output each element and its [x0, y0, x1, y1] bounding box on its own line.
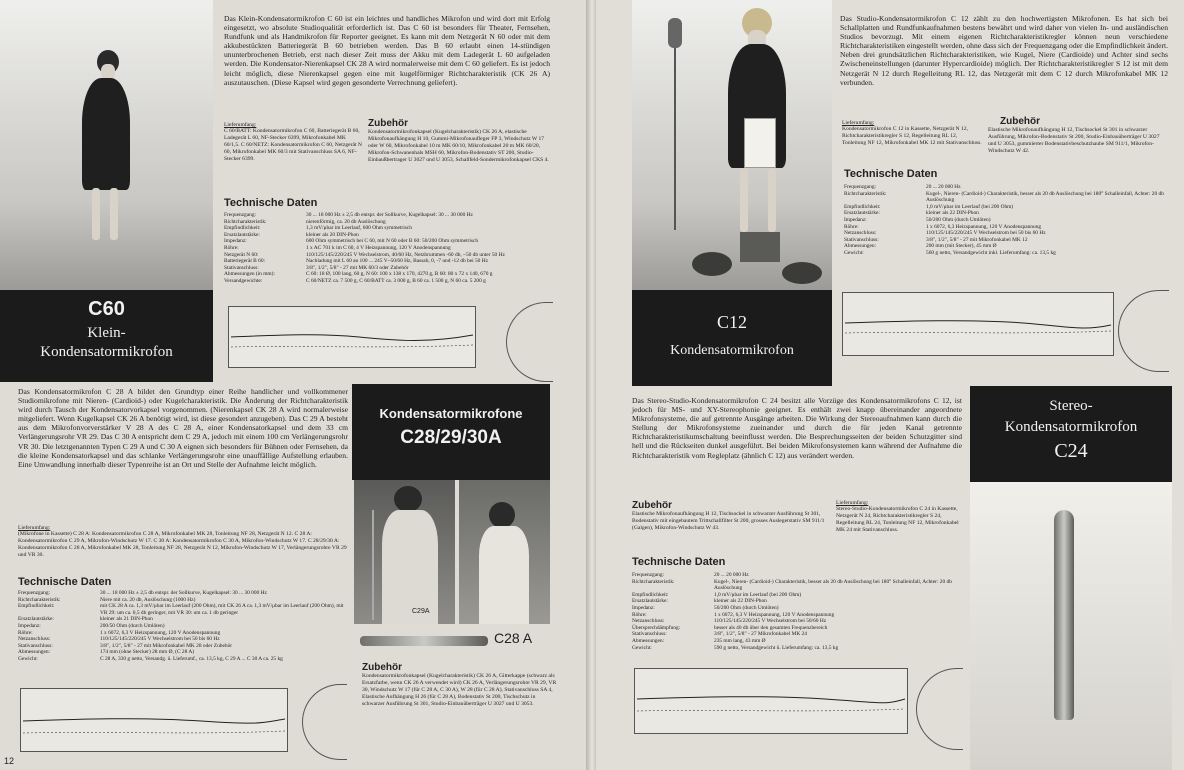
c28-spec-key: Netzanschluss: [18, 636, 51, 643]
c28-spec-key: Frequenzgang: [18, 590, 51, 596]
c28-zub-text: Kondensatormikrofonkapsel (Kugelcharakteristik) CK 26 A, Gitterkappe (schwarz als Ersatzfarbe, wenn CK 26 A verwendet wird) CK 26 A, Verlängerungsrohre VR 29, VR 30, Windschutz W 17 (für C 28 A, C 30 A), W 28 (für C 28 A), Stativanschluss SA 4, Elastische Aufhängung H 26 (für C 28 A), Bodenstativ St 200, Tischschutz in schwarzer Ausführung St 301, Studio-Einbauüberträger U 3027 und U 3053. [362, 673, 557, 707]
c28-spec-row [18, 649, 350, 656]
c24-label [970, 386, 1172, 482]
c12-spec-row [844, 210, 1170, 217]
c28-spec-row [18, 603, 350, 616]
c12-spec-table [844, 184, 1170, 257]
c60-zub-heading: Zubehör [368, 118, 408, 129]
c28-spec-value: 1 x 6072, 6,3 V Heizspannung, 120 V Anodenspannung [100, 629, 221, 636]
c12-lieferumfang [842, 120, 982, 147]
c12-spec-value: 200 mm (mit Stecker), 45 mm Ø [926, 243, 997, 250]
c12-spec-value: 560 g netto, Versandgewicht inkl. Lieferumfang: ca. 13,5 kg [926, 249, 1056, 256]
c24-product-image [1054, 510, 1074, 720]
c24-spec-value: 1,0 mV/μbar im Leerlauf (bei 200 Ohm) [714, 591, 802, 598]
c28a-model-label: C28 A [494, 630, 533, 646]
c24-zubehoer [632, 500, 832, 532]
c12-spec-key: Impedanz: [844, 216, 867, 223]
c12-spec-value: 20 ... 20 000 Hz [926, 184, 961, 190]
c12-spec-row [844, 184, 1170, 191]
c60-label-line3: Kondensatormikrofon [40, 344, 173, 360]
c60-spec-key: Röhre: [224, 244, 239, 251]
c12-spec-value: 110/125/145/220/245 V Wechselstrom bei 50 bis 60 Hz [926, 230, 1046, 237]
c12-spec-value: 1 x 6072, 6,3 Heizspannung, 120 V Anodenspannung [926, 223, 1042, 230]
c24-spec-value: 3/8", 1/2", 5/8" - 27 Mikrofonkabel MK 24 [714, 631, 807, 638]
c28-intro: Das Kondensatormikrofon C 28 A bildet den Grundtyp einer Reihe handlicher und vollkommener Studiomikrofone mit Nieren- (Cardioid-) oder Kugelcharakteristik. Die Änderung der Richtcharakteristik wird durch Tausch der Kondensatorvorkapsel vorgenommen. (Nierenkapsel CK 28 A wird normalerweise mitgeliefert. Wenn Kugelkapsel CK 26 A benötigt wird, ist diese gesondert anzugeben). Das C 29 A besteht aus dem Mikrofonvorverstärker V 28 A des C 28 A, einer Kondensatorkapsel und dem 33 cm Verlängerungsrohr VR 29. Das C 30 A entspricht dem C 29 A, jedoch mit einem 100 cm Verlängerungsrohr VR 30. Die letztgenannten Typen C 29 A und C 30 A eignen sich besonders für Bühnen oder Fernsehen, da die kleine Kondensatorkapsel und das schlanke Verlängerungsrohr eine unauffällige Aufstellung erlauben. Eine Umwandlung innerhalb dieser Typenreihe ist an Ort und Stelle der Aufnahme leicht möglich. [18, 387, 348, 469]
c24-lieferumfang [836, 500, 968, 534]
c28-zubehoer [362, 662, 558, 708]
page-number: 12 [4, 756, 15, 766]
c12-spec-key: Abmessungen: [844, 243, 877, 250]
c12-zub-heading: Zubehör [1000, 116, 1040, 127]
c28-spec-key: Richtcharakteristik: [18, 596, 61, 603]
c28-spec-key: Stativanschluss: [18, 642, 53, 649]
c60-spec-value: Nachladung mit L 60 an 100 ... 245 V~50/60 Hz, Bassab, 0, -7 und -12 db bei 50 Hz [306, 258, 488, 265]
c12-spec-value: kleiner als 22 DIN-Phon [926, 210, 979, 217]
c12-spec-row [844, 224, 1170, 231]
c60-zubehoer [368, 118, 554, 164]
c12-spec-row [844, 204, 1170, 211]
c24-zub-heading: Zubehör [632, 500, 672, 511]
c12-spec-key: Richtcharakteristik: [844, 190, 887, 197]
c60-spec-row [224, 278, 554, 285]
c12-label-model: C12 [716, 312, 747, 332]
c60-zub-text: Kondensatormikrofonkapsel (Kugelcharakteristik) CK 26 A, elastische Mikrofonaufhängung H 10, Gummi-Mikrofonaufleger FP 3, Windschutz W 17 oder W 60, Mikrofonkabel 10 m MK 60/10, Mikrofonkabel 20 m MK 60/20, Mikrofon-Schwanenhals MSH 60, Mikrofon-Bodenstativ ST 200, Studio-Einbaußbertrager U 3027 und U 3053, Schallfeld-Sondermikrofonkapsel CKS 4. [368, 129, 549, 163]
c24-spec-row [632, 572, 966, 579]
c28-lieferumfang [18, 525, 348, 559]
c24-spec-row [632, 579, 966, 592]
c24-frequency-graph [634, 668, 908, 734]
c24-label-model: C24 [1054, 440, 1088, 462]
c12-zub-text: Elastische Mikrofonaufhängung H 12, Tischsockel St 301 in schwarzer Ausführung, Mikrofon-Bodenstativ St 200, Studio-Einbauüberträger U 3027 und U 3053, gummierter Bodenstativbeschutzhaube SM 911/1, Mikrofon-Windschutz W 42. [988, 127, 1160, 154]
c12-spec-key: Empfindlichkeit: [844, 203, 881, 210]
c24-tech-heading: Technische Daten [632, 556, 726, 568]
c28a-product-image [360, 636, 488, 646]
c28-label-line2: C28/29/30A [400, 427, 502, 448]
c12-label-line2: Kondensatormikrofon [670, 343, 794, 358]
c28-spec-key: Empfindlichkeit: [18, 603, 55, 610]
c60-label [0, 290, 213, 382]
c28-polar-diagram [302, 684, 347, 760]
c24-label-line2: Kondensatormikrofon [1004, 419, 1138, 435]
c60-polar-diagram [506, 302, 553, 382]
c28-spec-value: 174 mm (ohne Stecker) 28 mm Ø, (C 28 A) [100, 649, 195, 656]
c12-spec-value: 50/200 Ohm (durch Umlöten) [926, 216, 991, 223]
c24-spec-row [632, 631, 966, 638]
c12-lief-heading: Lieferumfang: [842, 120, 875, 126]
c24-spec-row [632, 645, 966, 652]
c60-spec-key: Stativanschluss: [224, 264, 259, 271]
c24-spec-table [632, 572, 966, 651]
c60-spec-key: Impedanz: [224, 238, 247, 245]
c60-spec-key: Batteriegerät B 60: [224, 258, 266, 265]
c28-spec-key: Gewicht: [18, 655, 38, 662]
c24-spec-value: 235 mm lang, 43 mm Ø [714, 637, 766, 644]
c60-tech-heading: Technische Daten [224, 197, 318, 209]
c28-spec-row [18, 630, 350, 637]
c24-spec-key: Röhre: [632, 611, 647, 618]
c24-spec-key: Abmessungen: [632, 637, 665, 644]
c60-spec-row [224, 271, 554, 278]
c24-zub-text: Elastische Mikrofonaufhängung H 12, Tischsockel in schwarzer Ausführung St 301, Bodenstativ mit eingebautem Trittschallfilter St 200, grosses Auslegerstativ SM 911/1 (Galgen), Mikrofon-Windschutz W 43. [632, 511, 825, 531]
c60-spec-table [224, 212, 554, 285]
c60-spec-row [224, 238, 554, 245]
c60-spec-value: C 60: 18 Ø, 100 lang, 60 g, N 60: 100 x 138 x 170, 4270 g, B 60: 80 x 72 x 140, 670 g [306, 271, 493, 278]
c12-spec-row [844, 243, 1170, 250]
c60-spec-value: kleiner als 20 DIN-Phon [306, 231, 359, 238]
c12-spec-value: Kugel-, Nieren- (Cardioid-) Charakteristik, besser als 20 db Auslöschung bei 180° Schalleinfall, Achter: 20 db Auslöschung [926, 190, 1164, 204]
c24-spec-value: besser als 40 db über den gesamten Frequenzbereich [714, 624, 828, 631]
c28-spec-row [18, 656, 350, 663]
c60-spec-key: Frequenzgang: [224, 212, 257, 218]
c28-spec-row [18, 590, 350, 597]
c24-spec-key: Übersprechdämpfung: [632, 624, 681, 631]
c24-photo [970, 482, 1172, 770]
c28-spec-value: 30 ... 18 000 Hz ± 2,5 db entspr. der Sollkurve, Kugelkapsel: 30 ... 30 000 Hz [100, 590, 267, 596]
c60-spec-value: 110/125/145/220/245 V Wechselstrom, 40/60 Hz, Netzbrummen -60 db, ~50 db unter 50 Hz [306, 251, 505, 258]
c60-spec-value: 3/8", 1/2", 5/8" - 27 mit MK 60/3 oder Zubehör [306, 264, 409, 271]
c24-spec-value: 1 x 6072, 6,3 V Heizspannung, 120 V Anodenspannung [714, 611, 835, 618]
c24-label-line1: Stereo- [1049, 398, 1093, 414]
c12-spec-key: Ersatzlautstärke: [844, 210, 880, 217]
c60-lief-text: C 60/BATT: Kondensatormikrofon C 60, Batteriegerät B 60, Ladegerät L 60, NF-Stecker 6399, Mikrofonkabel MK 60/1,5. C 60/NETZ: Kondensatormikrofon C 60, Netzgerät N 60, Mikrofonkabel MK 60/3 mit Stativanschluss SA 6, NF-Stecker 6399. [224, 128, 362, 162]
c24-spec-value: 20 ... 20 000 Hz [714, 572, 749, 578]
c12-spec-row [844, 237, 1170, 244]
c12-spec-value: 1,0 mV/μbar im Leerlauf (bei 200 Ohm) [926, 203, 1014, 210]
c24-spec-key: Stativanschluss: [632, 631, 667, 638]
c28-lief-heading: Lieferumfang: [18, 525, 51, 531]
c24-spec-row [632, 612, 966, 619]
c60-spec-row [224, 258, 554, 265]
c28-spec-value: 3/8", 1/2", 5/8" - 27 mit Mikrofonkabel MK 28 oder Zubehör [100, 642, 233, 649]
c24-spec-key: Impedanz: [632, 604, 655, 611]
c28-zub-heading: Zubehör [362, 662, 402, 673]
c60-spec-row [224, 225, 554, 232]
c24-spec-value: Kugel-, Nieren- (Cardioid-) Charakteristik, besser als 20 db Auslöschung bei 180° Schalleinfall, Achter: 20 db Auslöschung [714, 578, 952, 592]
c60-frequency-graph [228, 306, 476, 368]
c12-spec-value: 3/8", 1/2", 5/8" - 27 mit Mikrofonkabel MK 12 [926, 236, 1028, 243]
c29a-caption: C29A [412, 608, 430, 615]
c28-spec-key: Röhre: [18, 629, 33, 636]
c12-spec-row [844, 230, 1170, 237]
c60-spec-value: 600 Ohm symmetrisch bei C 60, mit N 60 oder B 60: 50/200 Ohm symmetrisch [306, 238, 479, 245]
c12-spec-key: Frequenzgang: [844, 184, 877, 190]
c28-spec-row [18, 616, 350, 623]
c24-spec-row [632, 618, 966, 625]
c12-spec-key: Netzanschluss: [844, 230, 877, 237]
c60-lieferumfang [224, 122, 362, 163]
c28-spec-key: Ersatzlautstärke: [18, 616, 54, 623]
c60-spec-row [224, 232, 554, 239]
c60-spec-key: Empfindlichkeit: [224, 225, 261, 232]
c28-spec-key: Impedanz: [18, 622, 41, 629]
c28-spec-value: Niere mit ca. 20 db, Auslöschung (1000 Hz) [100, 596, 196, 603]
c24-spec-value: 110/125/145/220/245 V Wechselstrom bei 50/60 Hz [714, 618, 827, 625]
c12-lief-text: Kondensatormikrofon C 12 in Kassette, Netzgerät N 12, Richtcharakteristikregler S 12, Regelleitung RL 12, Tonleitung NF 12, Mikrofonkabel MK 12 mit Stativanschluss. [842, 126, 982, 146]
c60-spec-value: nierenförmig, ca. 20 db Auslöschung [306, 218, 386, 225]
c24-spec-key: Empfindlichkeit: [632, 591, 669, 598]
c12-photo [632, 0, 832, 290]
c12-spec-row [844, 250, 1170, 257]
c60-spec-row [224, 245, 554, 252]
c60-label-line2: Klein- [87, 325, 126, 341]
c60-label-model: C60 [88, 298, 125, 320]
c12-spec-row [844, 217, 1170, 224]
left-page [0, 0, 588, 770]
c60-spec-row [224, 252, 554, 259]
c28-spec-value: C 28 A, 330 g netto, Versandg. ü. Lieferumf., ca. 13,5 kg, C 29 A ... C 30 A ca. 25 kg [100, 655, 283, 662]
c12-frequency-graph [842, 292, 1114, 356]
c24-spec-value: 50/200 Ohm (durch Umlöten) [714, 604, 779, 611]
c60-intro: Das Klein-Kondensatormikrofon C 60 ist ein leichtes und handliches Mikrofon und wird dort mit Erfolg eingesetzt, wo absolute Studioqualität erforderlich ist. Das C 60 ist besonders für Theater, Fernsehen, Rundfunk und als Handmikrofon für Reporter geeignet. Es kann mit dem Netzgerät N 60 oder mit dem akkubestückten Batteriegerät B 60 betrieben werden. Das B 60 erlaubt einen 14-stündigen ununterbrochenen Betrieb, erst nach dieser Zeit muss der Akku mit dem Ladegerät L 60 aufgeladen werden. Die Kondensator-Nierenkapsel CK 28 A wird normalerweise mit dem C 60 geliefert. Es ist jedoch leicht möglich, diese Nierenkapsel gegen eine mit kugelförmiger Richtcharakteristik (CK 26 A) auszutauschen. (Diese Kapsel wird gegen gesonderte Verrechnung geliefert). [224, 14, 550, 87]
c28-spec-row [18, 636, 350, 643]
c24-spec-key: Frequenzgang: [632, 572, 665, 578]
c24-spec-key: Richtcharakteristik: [632, 578, 675, 585]
c28-spec-table [18, 590, 350, 663]
c60-spec-row [224, 212, 554, 219]
c60-spec-value: 1,3 mV/μbar im Leerlauf, 600 Ohm symmetrisch [306, 225, 412, 232]
c24-lief-heading: Lieferumfang: [836, 500, 869, 506]
c24-spec-row [632, 638, 966, 645]
c12-tech-heading: Technische Daten [844, 168, 938, 180]
c24-spec-key: Ersatzlautstärke: [632, 598, 668, 605]
c28-spec-value: 200/50 Ohm (durch Umlöten) [100, 622, 165, 629]
c60-spec-value: 1 x AC 701 k im C 60, 4 V Heizspannung, 120 V Anodenspannung [306, 244, 451, 251]
c28-spec-key: Abmessungen: [18, 649, 51, 656]
c24-spec-value: 590 g netto, Versandgewicht ü. Lieferumfang: ca. 13,5 kg [714, 644, 839, 651]
c60-spec-key: Netzgerät N 60: [224, 251, 259, 258]
c60-photo [0, 0, 213, 290]
c29a-photo [354, 480, 455, 624]
c24-spec-row [632, 605, 966, 612]
c28-lief-text: (Mikrofone in Kassette) C 28 A: Kondensatormikrofon C 28 A, Mikrofonkabel MK 28, Tonleitung NF 28, Netzgerät N 12. C 28 A: Kondensatormikrofon C 29 A, Mikrofon-Windschutz W 17. C 30 A: Kondensatormikrofon C 30 A, Mikrofon-Windschutz W 17. C 28/29/30 A: Kondensatormikrofon C 28 A, Mikrofonkabel MK 28, Tonleitung NF 28, Netzgerät N 12, Mikrofon-Windschutz W 17, Verlängerungsrohre VR 29 und VR 30. [18, 531, 347, 558]
c24-spec-value: kleiner als 22 DIN-Phon [714, 598, 767, 605]
c24-spec-key: Gewicht: [632, 644, 652, 651]
c28-spec-value: 110/125/145/220/245 V Wechselstrom bei 50 bis 60 Hz [100, 636, 220, 643]
c28-label [352, 384, 550, 480]
c12-intro: Das Studio-Kondensatormikrofon C 12 zählt zu den hochwertigsten Mikrofonen. Es hat sich bei Schallplatten und Rundfunkaufnahmen bestens bewährt und wird daher von vielen In- und ausländischen Studios bevorzugt. Mit einem eigenen Richtcharakteristikregler können neun verschiedene Richtcharakteristiken eingestellt werden, ohne dass sich der Frequenzgang oder die Empfindlichkeit ändert. Neben drei grundsätzlichen Richtcharakteristiken, wie Kugel, Niere (Cardioide) und Achter sind sechs Zwischeneinstellungen (darunter Hypercardioide) möglich. Der Richtcharakteristikregler S 12 ist mit dem Netzgerät N 12 durch Regelleitung RL 12, das Netzgerät mit dem C 12 durch Mikrofonkabel MK 12 verbunden. [840, 14, 1168, 87]
c28-frequency-graph [20, 688, 288, 752]
c60-spec-value: 30 ... 18 000 Hz ± 2,5 db entspr. der Sollkurve, Kugelkapsel: 30 ... 30 000 Hz [306, 212, 473, 218]
c28-spec-value: mit CK 28 A ca. 1,3 mV/μbar im Leerlauf (200 Ohm), mit CK 26 A ca. 1,3 mV/μbar im Leerlauf (200 Ohm), mit VR 29: um ca. 0,5 db geringer, mit VR 30: um ca. 1 db geringer [100, 603, 344, 616]
c60-spec-key: Richtcharakteristik: [224, 218, 267, 225]
c28-tech-heading: Technische Daten [18, 576, 112, 588]
c60-lief-heading: Lieferumfang: [224, 122, 257, 128]
c60-spec-key: Ersatzlautstärke: [224, 231, 260, 238]
c24-spec-row [632, 592, 966, 599]
c30a-photo [459, 480, 550, 624]
c12-zubehoer [988, 116, 1168, 155]
c12-spec-key: Stativanschluss: [844, 236, 879, 243]
c24-lief-text: Stereo-Studio-Kondensatormikrofon C 24 in Kassette, Netzgerät N 24, Richtcharakteristikregler S 24, Regelleitung RL 24, Tonleitung NF 12, Mikrofonkabel MK 24 mit Stativanschluss. [836, 506, 959, 533]
c12-spec-key: Gewicht: [844, 249, 864, 256]
c28-spec-row [18, 623, 350, 630]
c12-polar-diagram [1118, 290, 1169, 372]
c24-intro: Das Stereo-Studio-Kondensatormikrofon C 24 besitzt alle Vorzüge des Kondensatormikrofons C 12, ist jedoch für MS- und XY-Stereophonie geeignet. Es enthält zwei knapp übereinander angeordnete Mikrofonsysteme, die auf getrennte Ausgänge arbeiten. Die Wirkung der Stereoaufnahmen kann durch die Stellung der Mikrofonsysteme zueinander und durch die für jeden Kanal getrennte Richtcharakteristikumschaltung beeinflusst werden. Die Besprechungsseiten der beiden Schutzgitter sind hell und die Rückseiten dunkel ausgeführt. Bei beiden Mikrofonsystemen kann während der Aufnahme die Richtcharakteristik vom Regleplatz (ähnlich C 12) aus verändert werden. [632, 396, 962, 460]
c60-spec-value: C 60/NETZ ca. 7 500 g, C 60/BATT ca. 3 000 g, B 60 ca. 1 500 g, N 60 ca. 5 200 g [306, 277, 486, 284]
c24-spec-key: Netzanschluss: [632, 618, 665, 625]
c12-label [632, 290, 832, 386]
c28-spec-value: kleiner als 21 DIN-Phon [100, 616, 153, 623]
c60-spec-key: Abmessungen (in mm): [224, 271, 275, 278]
c28-label-line1: Kondensatormikrofone [379, 406, 523, 421]
c12-spec-row [844, 191, 1170, 204]
c24-spec-row [632, 598, 966, 605]
right-page [596, 0, 1184, 770]
c24-polar-diagram [916, 668, 963, 750]
c12-spec-key: Röhre: [844, 223, 859, 230]
c60-spec-key: Versandgewichte: [224, 277, 263, 284]
